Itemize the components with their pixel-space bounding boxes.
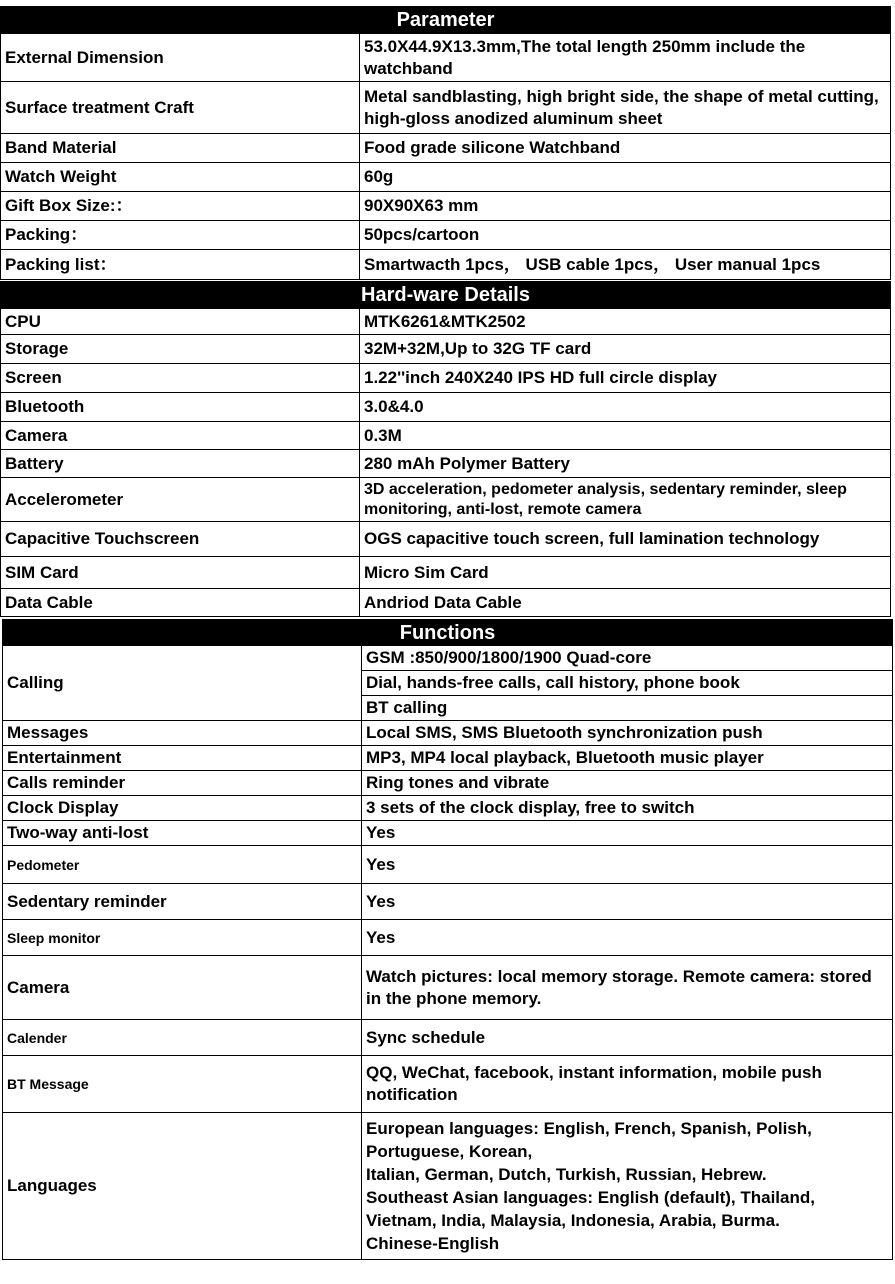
row-label: External Dimension	[1, 34, 360, 82]
calling-label: Calling	[3, 646, 362, 721]
row-value: 1.22''inch 240X240 IPS HD full circle display	[360, 364, 891, 393]
row-value: Watch pictures: local memory storage. Remote camera: stored in the phone memory.	[362, 956, 893, 1020]
row-value: OGS capacitive touch screen, full lamination technology	[360, 522, 891, 557]
row-label: Data Cable	[1, 589, 360, 617]
row-label: SIM Card	[1, 557, 360, 589]
row-label: Band Material	[1, 134, 360, 163]
row-value: Micro Sim Card	[360, 557, 891, 589]
row-value: Andriod Data Cable	[360, 589, 891, 617]
row-value: Smartwacth 1pcs， USB cable 1pcs， User manual 1pcs	[360, 250, 891, 280]
row-label: Surface treatment Craft	[1, 82, 360, 134]
calling-value: BT calling	[362, 696, 893, 721]
row-label: Watch Weight	[1, 163, 360, 192]
row-value: 90X90X63 mm	[360, 192, 891, 221]
row-value: 53.0X44.9X13.3mm,The total length 250mm include the watchband	[360, 34, 891, 82]
row-label: Messages	[3, 721, 362, 746]
row-label: Bluetooth	[1, 393, 360, 422]
languages-value	[362, 1113, 893, 1260]
hardware-header: Hard-ware Details	[1, 282, 891, 309]
row-value: 3 sets of the clock display, free to switch	[362, 796, 893, 821]
row-value: Food grade silicone Watchband	[360, 134, 891, 163]
row-label: Camera	[1, 422, 360, 450]
functions-header: Functions	[3, 620, 893, 646]
row-label: Gift Box Size:：	[1, 192, 360, 221]
row-label: Two-way anti-lost	[3, 821, 362, 846]
row-value: 50pcs/cartoon	[360, 221, 891, 250]
row-label: Capacitive Touchscreen	[1, 522, 360, 557]
row-label: Pedometer	[3, 846, 362, 884]
hardware-table	[0, 281, 891, 617]
row-label: Entertainment	[3, 746, 362, 771]
row-label: Screen	[1, 364, 360, 393]
row-value: Ring tones and vibrate	[362, 771, 893, 796]
row-value: Yes	[362, 920, 893, 956]
parameter-table	[0, 6, 891, 280]
functions-table	[2, 619, 893, 1260]
row-value: Yes	[362, 821, 893, 846]
languages-label: Languages	[3, 1113, 362, 1260]
row-value: 60g	[360, 163, 891, 192]
row-value: Sync schedule	[362, 1020, 893, 1056]
calling-value: GSM :850/900/1800/1900 Quad-core	[362, 646, 893, 671]
row-label: Camera	[3, 956, 362, 1020]
row-value: QQ, WeChat, facebook, instant information, mobile push notification	[362, 1056, 893, 1113]
row-label: Sleep monitor	[3, 920, 362, 956]
row-label: Calls reminder	[3, 771, 362, 796]
row-value: 32M+32M,Up to 32G TF card	[360, 335, 891, 364]
languages-line: European languages: English, French, Spanish, Polish, Portuguese, Korean,	[366, 1119, 812, 1161]
row-value: MP3, MP4 local playback, Bluetooth music player	[362, 746, 893, 771]
row-value: 280 mAh Polymer Battery	[360, 450, 891, 478]
row-label: Packing list：	[1, 250, 360, 280]
row-label: Calender	[3, 1020, 362, 1056]
row-value: 0.3M	[360, 422, 891, 450]
languages-line: Italian, German, Dutch, Turkish, Russian, Hebrew.	[366, 1165, 767, 1184]
row-value: Local SMS, SMS Bluetooth synchronization push	[362, 721, 893, 746]
row-label: Packing：	[1, 221, 360, 250]
row-label: Accelerometer	[1, 478, 360, 522]
row-value: Metal sandblasting, high bright side, the shape of metal cutting, high-gloss anodized aluminum sheet	[360, 82, 891, 134]
row-label: Battery	[1, 450, 360, 478]
row-value: Yes	[362, 846, 893, 884]
calling-value: Dial, hands-free calls, call history, phone book	[362, 671, 893, 696]
row-value: Yes	[362, 884, 893, 920]
parameter-header: Parameter	[1, 7, 891, 34]
languages-line: Chinese-English	[366, 1234, 500, 1253]
row-label: CPU	[1, 309, 360, 335]
row-value: 3.0&4.0	[360, 393, 891, 422]
row-label: Clock Display	[3, 796, 362, 821]
row-value: MTK6261&MTK2502	[360, 309, 891, 335]
languages-line: Southeast Asian languages: English (default), Thailand, Vietnam, India, Malaysia, Indonesia, Arabia, Burma.	[366, 1188, 815, 1230]
row-label: Storage	[1, 335, 360, 364]
row-label: Sedentary reminder	[3, 884, 362, 920]
row-label: BT Message	[3, 1056, 362, 1113]
row-value: 3D acceleration, pedometer analysis, sedentary reminder, sleep monitoring, anti-lost, remote camera	[360, 478, 891, 522]
